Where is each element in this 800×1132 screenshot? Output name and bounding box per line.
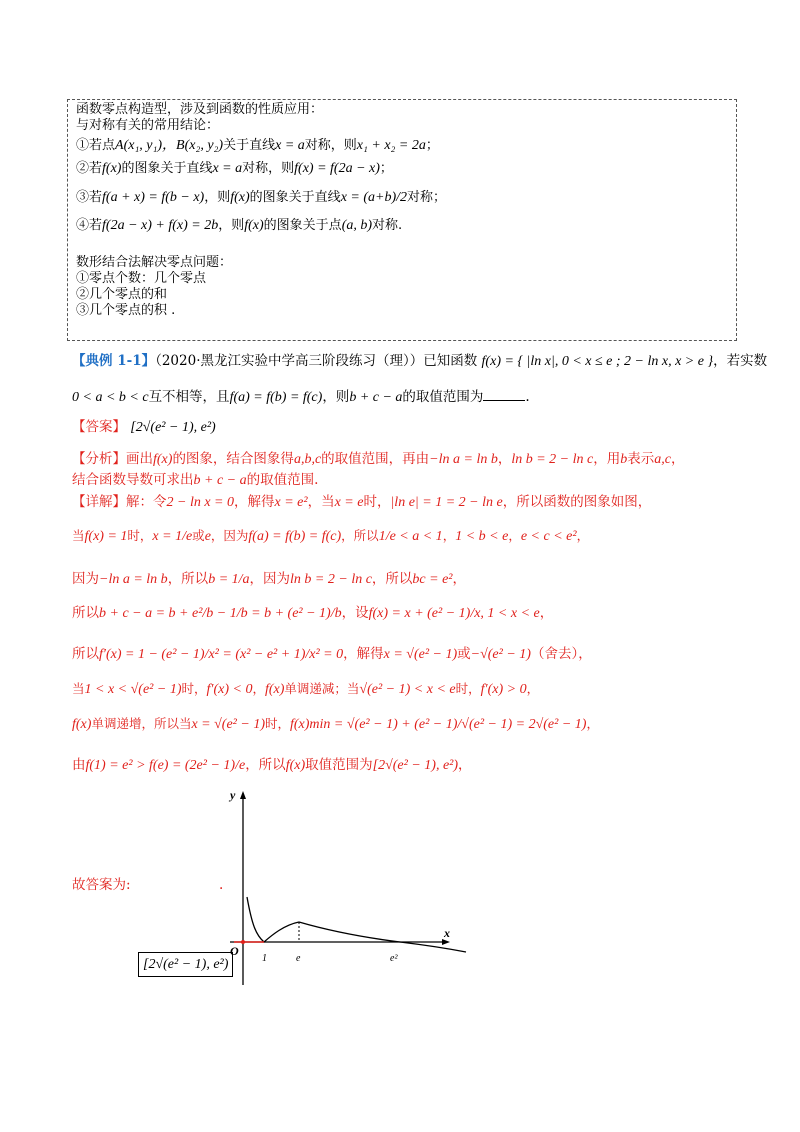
analysis-line-1: 【分析】画出f(x)的图象，结合图象得a,b,c的取值范围，再由−ln a = ln b，ln b = 2 − ln c，用b表示a,c， bbox=[72, 451, 685, 467]
answer-value: [2√(e² − 1), e²) bbox=[130, 420, 216, 435]
example-line-2: 0 < a < b < c互不相等，且f(a) = f(b) = f(c)，则b + c − a的取值范围为 . bbox=[72, 389, 530, 405]
answer-tag: 【答案】 bbox=[72, 419, 126, 435]
box-line-6: ④若f(2a − x) + f(x) = 2b，则f(x)的图象关于点(a, b)对称. bbox=[76, 218, 403, 233]
box-line-9: ②几个零点的和 bbox=[76, 287, 168, 302]
box-line-1: 函数零点构造型，涉及到函数的性质应用： bbox=[76, 102, 324, 117]
detail-line-7: f(x)单调递增，所以当x = √(e² − 1)时，f(x)min = √(e² − 1) + (e² − 1)/√(e² − 1) = 2√(e² − 1)， bbox=[72, 716, 599, 732]
box-line-10: ③几个零点的积 . bbox=[76, 303, 176, 318]
detail-line-3: 因为−ln a = ln b，所以b = 1/a，因为ln b = 2 − ln c，所以bc = e²， bbox=[72, 571, 466, 587]
example-tag: 【典例 1-1】 bbox=[72, 353, 156, 369]
tick-label-1: 1 bbox=[262, 953, 267, 964]
piecewise-function: f(x) = { |ln x|, 0 < x ≤ e ; 2 − ln x, x > e } bbox=[481, 354, 714, 369]
box-line-8: ①零点个数：几个零点 bbox=[76, 271, 207, 286]
origin-point bbox=[241, 940, 245, 944]
example-line-1: 【典例 1-1】（2020·黑龙江实验中学高三阶段练习（理））已知函数 f(x) = { |ln x|, 0 < x ≤ e ; 2 − ln x, x > e }，若实数 bbox=[72, 353, 768, 369]
box-line-2: 与对称有关的常用结论： bbox=[76, 118, 220, 133]
analysis-line-2: 结合函数导数可求出b + c − a的取值范围. bbox=[72, 472, 319, 488]
curve-ln-part bbox=[247, 897, 299, 942]
detail-tag: 【详解】 bbox=[72, 494, 126, 510]
detail-line-5: 所以f′(x) = 1 − (e² − 1)/x² = (x² − e² + 1)/x² = 0，解得x = √(e² − 1)或−√(e² − 1)（舍去）， bbox=[72, 646, 592, 662]
detail-line-8: 由f(1) = e² > f(e) = (2e² − 1)/e，所以f(x)取值范围为[2√(e² − 1), e²)， bbox=[72, 757, 472, 773]
final-answer: [2√(e² − 1), e²) bbox=[138, 952, 233, 977]
tick-label-e: e bbox=[296, 953, 301, 964]
box-line-4: ②若f(x)的图象关于直线x = a对称，则f(x) = f(2a − x)； bbox=[76, 161, 393, 176]
final-dot: . bbox=[219, 877, 224, 893]
curve-2-minus-ln bbox=[299, 922, 466, 952]
analysis-tag: 【分析】 bbox=[72, 451, 126, 467]
detail-line-4: 所以b + c − a = b + e²/b − 1/b = b + (e² − 1)/b，设f(x) = x + (e² − 1)/x, 1 < x < e， bbox=[72, 605, 554, 621]
y-axis-arrow bbox=[240, 791, 246, 799]
origin-label: O bbox=[230, 944, 239, 958]
y-label: y bbox=[230, 788, 236, 802]
box-line-7: 数形结合法解决零点问题： bbox=[76, 255, 233, 270]
detail-line-1: 【详解】解：令2 − ln x = 0，解得x = e²，当x = e时，|ln e| = 1 = 2 − ln e，所以函数的图象如图， bbox=[72, 494, 652, 510]
tick-label-e2: e² bbox=[390, 953, 398, 964]
x-label: x bbox=[444, 926, 450, 940]
box-line-3: ①若点A(x₁, y₁)，B(x₂, y₂)关于直线x = a对称，则x₁ + x₂ = 2a； bbox=[76, 138, 439, 153]
detail-line-2: 当f(x) = 1时，x = 1/e或e，因为f(a) = f(b) = f(c)，所以1/e < a < 1，1 < b < e，e < c < e²， bbox=[72, 528, 590, 544]
final-label: 故答案为: bbox=[72, 877, 131, 893]
answer-blank bbox=[483, 388, 525, 401]
answer-line bbox=[72, 418, 216, 437]
function-graph bbox=[220, 785, 480, 995]
detail-line-6: 当1 < x < √(e² − 1)时，f′(x) < 0，f(x)单调递减；当√(e² − 1) < x < e时，f′(x) > 0， bbox=[72, 681, 540, 697]
summary-box bbox=[67, 99, 737, 341]
box-line-5: ③若f(a + x) = f(b − x)，则f(x)的图象关于直线x = (a+b)/2对称； bbox=[76, 190, 447, 205]
